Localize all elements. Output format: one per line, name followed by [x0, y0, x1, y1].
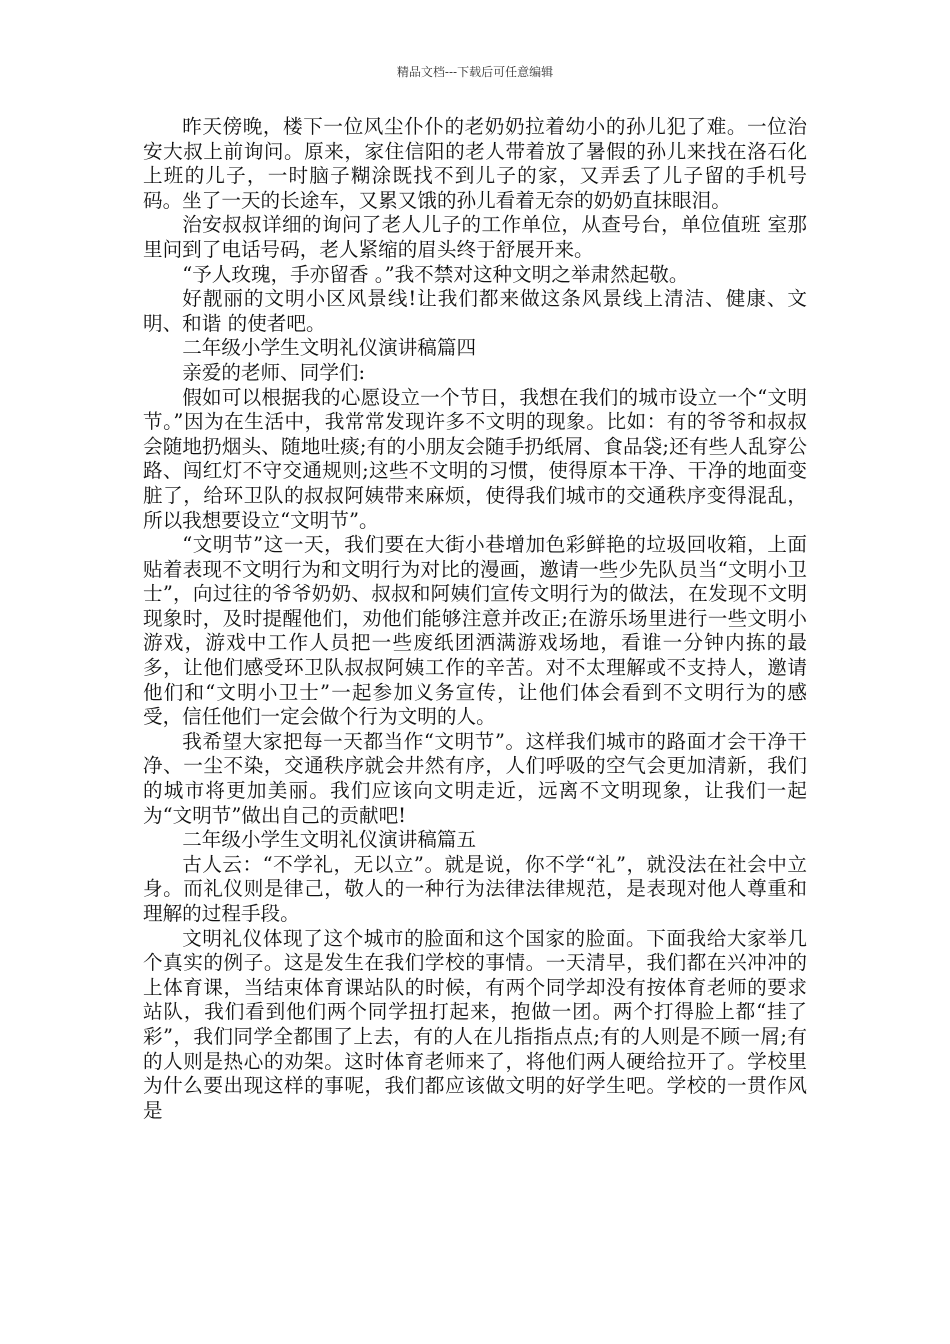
salutation: 亲爱的老师、同学们:	[182, 360, 366, 384]
paragraph: 昨天傍晚，楼下一位风尘仆仆的老奶奶拉着幼小的孙儿犯了难。一位治安大叔上前询问。原来，家住信阳的老人带着放了暑假的孙儿来找在洛石化上班的儿子，一时脑子糊涂既找不到儿子的家，又弄丢了儿子留的手机号码。坐了一天的长途车，又累又饿的孙儿看着无奈的奶奶直抹眼泪。	[143, 115, 807, 212]
paragraph: 文明礼仪体现了这个城市的脸面和这个国家的脸面。下面我给大家举几个真实的例子。这是发生在我们学校的事情。一天清早，我们都在兴冲冲的上体育课，当结束体育课站队的时候，有两个同学却没有按体育老师的要求站队，我们看到他们两个同学扭打起来，抱做一团。两个打得脸上都“挂了彩”，我们同学全都围了上去，有的人在儿指指点点;有的人则是不顾一屑;有的人则是热心的劝架。这时体育老师来了，将他们两人硬给拉开了。学校里为什么要出现这样的事呢，我们都应该做文明的好学生吧。学校的一贯作风是	[143, 926, 808, 1122]
paragraph: 古人云：“不学礼，无以立”。就是说，你不学“礼”，就没法在社会中立身。而礼仪则是律己，敬人的一种行为法律法律规范，是表现对他人尊重和理解的过程手段。	[143, 852, 807, 925]
document-body	[143, 115, 807, 1123]
paragraph: 我希望大家把每一天都当作“文明节”。这样我们城市的路面才会干净干净、一尘不染，交通秩序就会井然有序，人们呼吸的空气会更加清新，我们的城市将更加美丽。我们应该向文明走近，远离不文明现象，让我们一起为“文明节”做出自己的贡献吧!	[143, 729, 807, 827]
section-heading: 二年级小学生文明礼仪演讲稿篇四	[182, 336, 477, 360]
paragraph: “予人玫瑰，手亦留香 。”我不禁对这种文明之举肃然起敬。	[182, 262, 689, 286]
paragraph: “文明节”这一天，我们要在大街小巷增加色彩鲜艳的垃圾回收箱，上面贴着表现不文明行为和文明行为对比的漫画，邀请一些少先队员当“文明小卫士”，向过往的爷爷奶奶、叔叔和阿姨们宣传文明行为的做法，在发现不文明现象时，及时提醒他们，劝他们能够注意并改正;在游乐场里进行一些文明小游戏，游戏中工作人员把一些废纸团洒满游戏场地，看谁一分钟内拣的最多，让他们感受环卫队叔叔阿姨工作的辛苦。对不太理解或不支持人，邀请他们和“文明小卫士”一起参加义务宣传，让他们体会看到不文明行为的感受，信任他们一定会做个行为文明的人。	[143, 533, 807, 729]
paragraph: 好靓丽的文明小区风景线!让我们都来做这条风景线上清洁、健康、文明、和谐 的使者吧。	[143, 287, 807, 335]
paragraph: 治安叔叔详细的询问了老人儿子的工作单位，从查号台，单位值班 室那里问到了电话号码，老人紧缩的眉头终于舒展开来。	[143, 213, 807, 261]
section-heading: 二年级小学生文明礼仪演讲稿篇五	[182, 828, 477, 852]
paragraph: 假如可以根据我的心愿设立一个节日，我想在我们的城市设立一个“文明节。”因为在生活中，我常常发现许多不文明的现象。比如：有的爷爷和叔叔会随地扔烟头、随地吐痰;有的小朋友会随手扔纸屑、食品袋;还有些人乱穿公路、闯红灯不守交通规则;这些不文明的习惯，使得原本干净、干净的地面变脏了，给环卫队的叔叔阿姨带来麻烦，使得我们城市的交通秩序变得混乱，所以我想要设立“文明节”。	[143, 385, 807, 532]
page-header: 精品文档---下载后可任意编辑	[396, 65, 554, 79]
